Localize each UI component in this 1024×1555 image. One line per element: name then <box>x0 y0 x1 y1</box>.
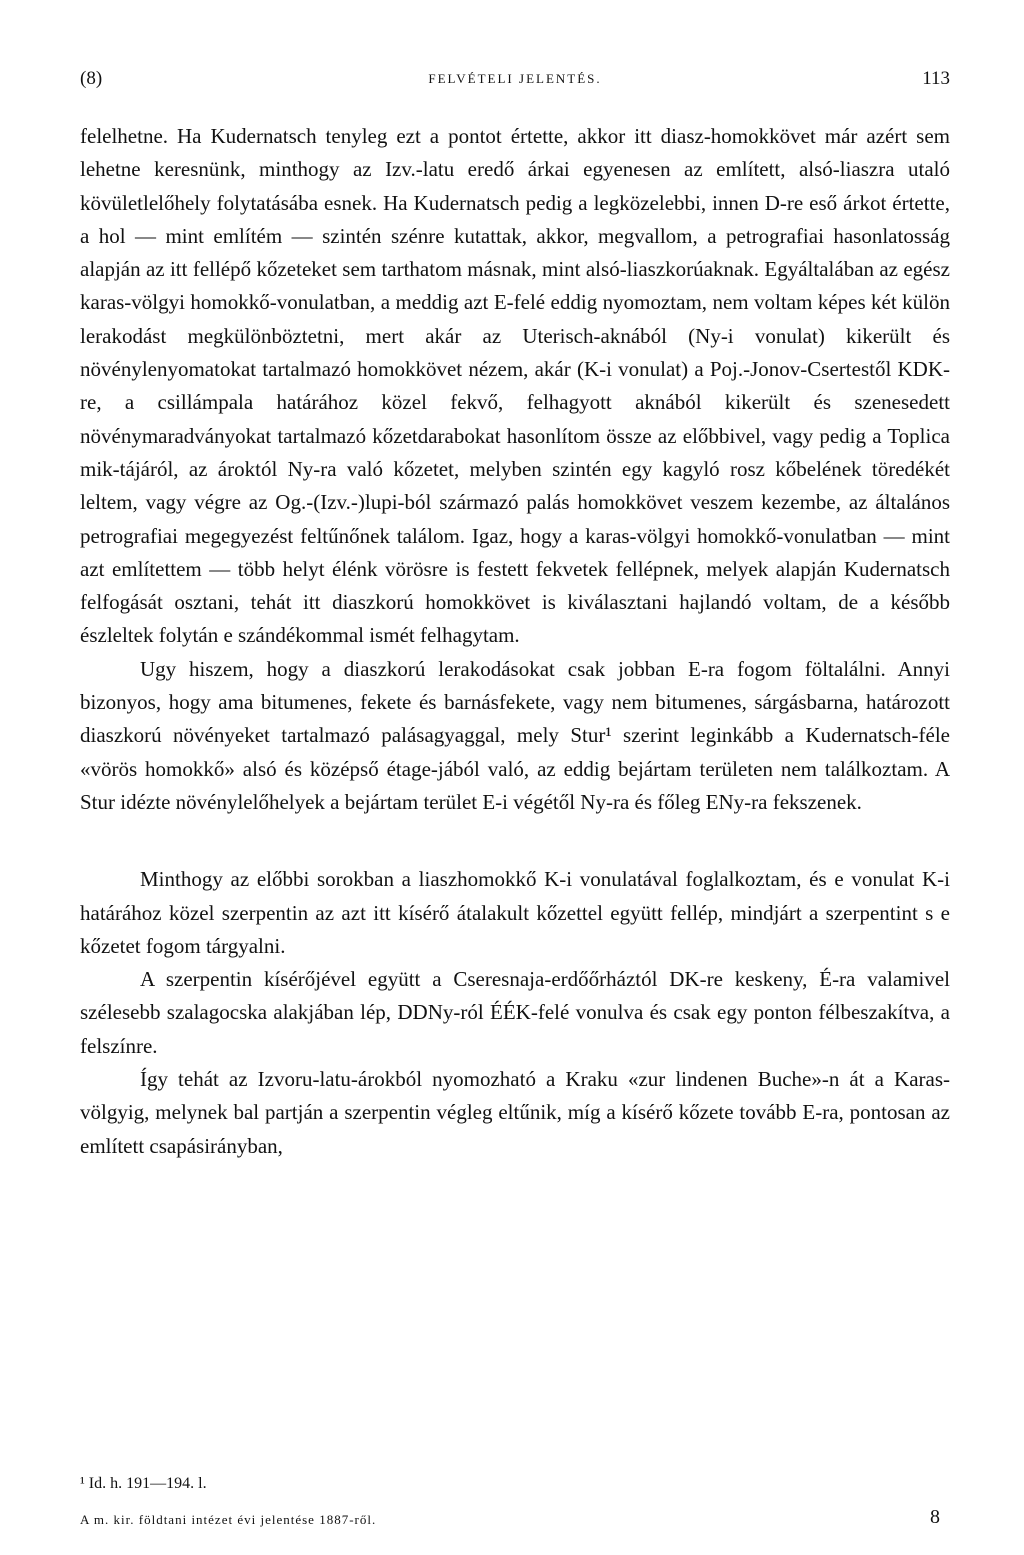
paragraph: felelhetne. Ha Kudernatsch tenyleg ezt a pontot értette, akkor itt diasz-homokkövet már azért sem lehetne keresnünk, minthogy az Izv.-latu eredő árkai egyenesen az említett, alsó-liaszra utaló kövületlelőhely folytatásába esnek. Ha Kudernatsch pedig a legközelebbi, innen D-re eső árkot értette, a hol — mint említém — szintén szénre kutattak, akkor, megvallom, a petrografiai hasonlatosság alapján az itt fellépő kőzeteket sem tarthatom másnak, mint alsó-liaszkorúaknak. Egyáltalában az egész karas-völgyi homokkő-vonulatban, a meddig azt E-felé eddig nyomoztam, nem voltam képes két külön lerakodást megkülönböztetni, mert akár az Uterisch-aknából (Ny-i vonulat) kikerült és növénylenyomatokat tartalmazó homokkövet nézem, akár (K-i vonulat) a Poj.-Jonov-Csertestől KDK-re, a csillámpala határához közel fekvő, felhagyott aknából kikerült és szenesedett növénymaradványokat tartalmazó kőzetdarabokat hasonlítom össze az előbbivel, vagy pedig a Toplica mik-tájáról, az ároktól Ny-ra való kőzetet, melyben szintén egy kagyló rosz kőbelének töredékét leltem, vagy végre az Og.-(Izv.-)lupi-ból származó palás homokkövet veszem kezembe, az általános petrografiai megegyezést feltűnőnek találom. Igaz, hogy a karas-völgyi homokkő-vonulatban — mint azt említettem — több helyt élénk vörösre is festett fekvetek fellépnek, melyek alapján Kudernatsch felfogását osztani, tehát itt diaszkorú homokkövet is kiválasztani hajlandó voltam, de a később észleltek folytán e szándékommal ismét felhagytam. <box>80 124 950 648</box>
page-number: 113 <box>922 68 950 89</box>
paragraph: Minthogy az előbbi sorokban a liaszhomokkő K-i vonulatával foglalkoztam, és e vonulat K-i határához közel szerpentin az azt itt kísérő átalakult kőzettel együtt fellép, mindjárt a szerpentint s e kőzetet fogom tárgyalni. <box>80 867 950 958</box>
paragraph: Ugy hiszem, hogy a diaszkorú lerakodásokat csak jobban E-ra fogom föltalálni. Annyi bizonyos, hogy ama bitumenes, fekete és barnásfekete, vagy nem bitumenes, sárgásbarna, határozott diaszkorú növényeket tartalmazó palásagyaggal, mely Stur¹ szerint leginkább a Kudernatsch-féle «vörös homokkő» alsó és középső étage-jából való, az eddig bejártam területen nem találkoztam. A Stur idézte növénylelőhelyek a bejártam terület E-i végétől Ny-ra és főleg ENy-ra fekszenek. <box>80 656 950 814</box>
section-number: (8) <box>80 68 103 89</box>
page-header <box>80 68 950 100</box>
signature-mark: 8 <box>930 1506 940 1528</box>
section-break <box>80 819 950 863</box>
paragraph: Így tehát az Izvoru-latu-árokból nyomozható a Kraku «zur lindenen Buche»-n át a Karas-völgyig, melynek bal partján a szerpentin végleg eltűnik, míg a kísérő kőzete tovább E-ra, pontosan az említett csapásirányban, <box>80 1067 950 1158</box>
footnote: ¹ Id. h. 191—194. l. <box>80 1475 207 1492</box>
body-text <box>80 120 950 1163</box>
paragraph: A szerpentin kísérőjével együtt a Cseresnaja-erdőőrháztól DK-re keskeny, É-ra valamivel szélesebb szalagocska alakjában lép, DDNy-ról ÉÉK-felé vonulva és csak egy ponton félbeszakítva, a felszínre. <box>80 967 950 1058</box>
publication-line: A m. kir. földtani intézet évi jelentése 1887-ről. <box>80 1512 377 1527</box>
running-title: FELVÉTELI JELENTÉS. <box>428 71 602 86</box>
